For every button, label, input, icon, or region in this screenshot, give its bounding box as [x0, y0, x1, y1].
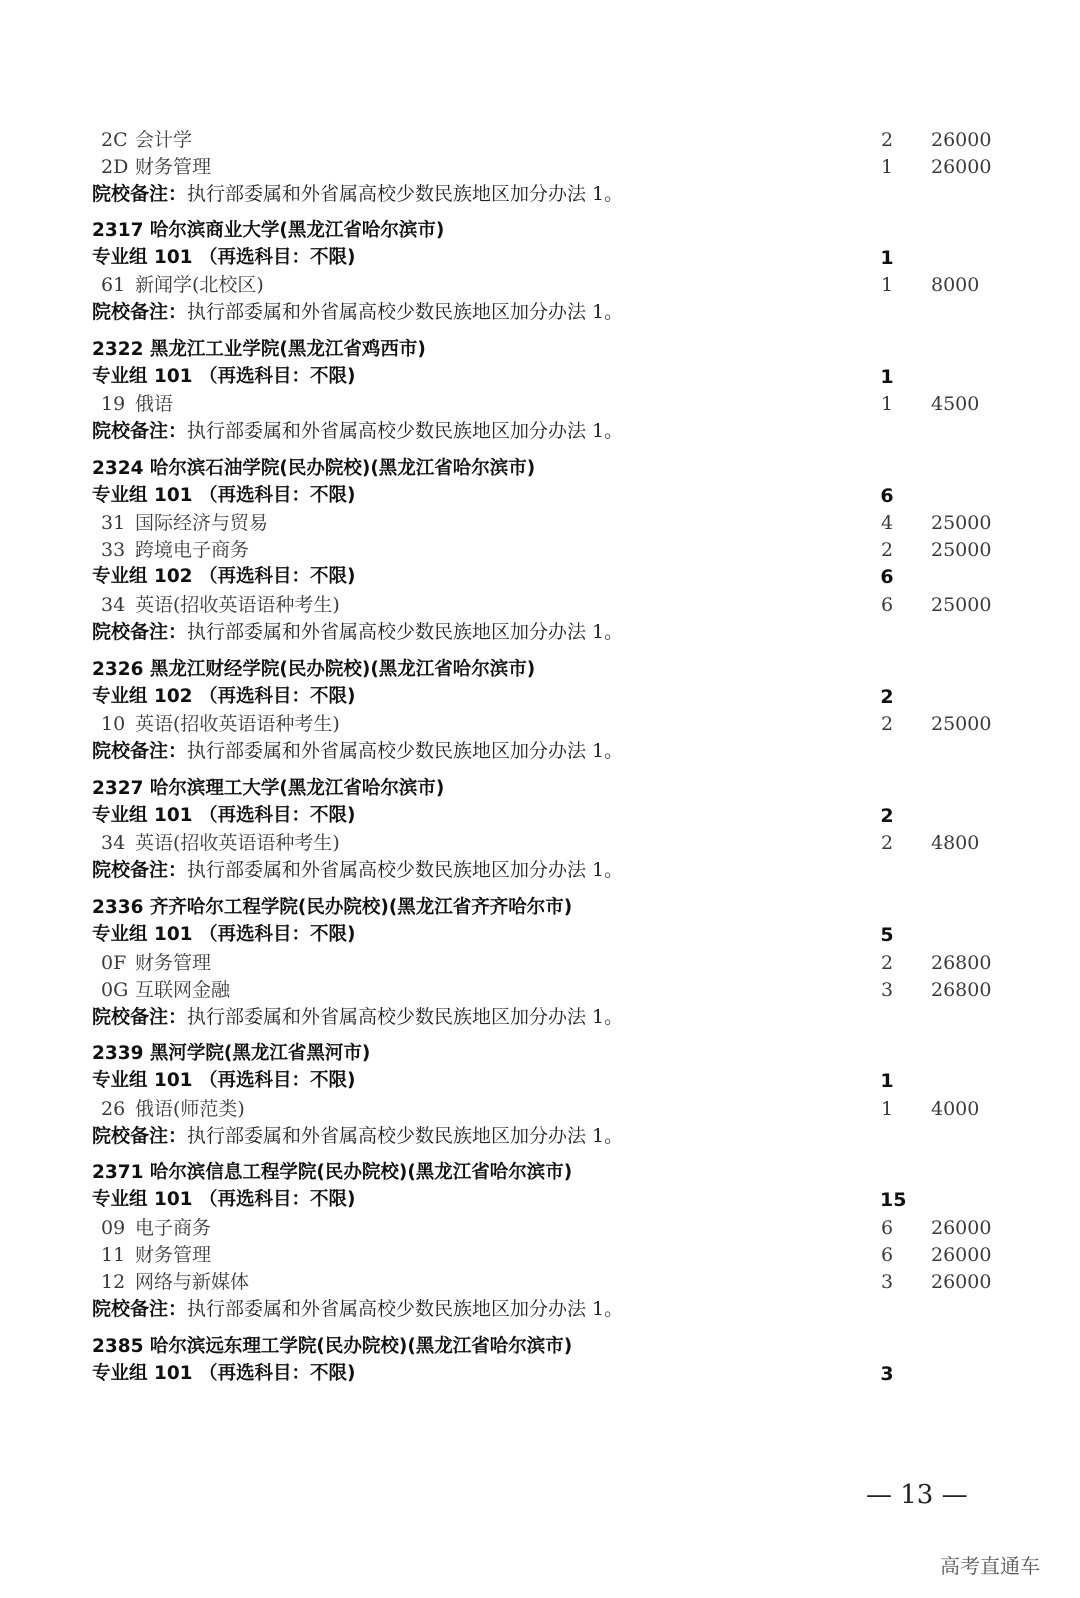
school-title: 2339 黑河学院(黑龙江省黑河市) [92, 1043, 371, 1064]
major-code: 2D [101, 156, 129, 178]
major-name: 会计学 [135, 129, 193, 151]
group-plan-count: 5 [880, 924, 894, 946]
major-name: 电子商务 [135, 1217, 212, 1239]
group-row [0, 921, 1080, 949]
school-title: 2317 哈尔滨商业大学(黑龙江省哈尔滨市) [92, 220, 445, 241]
major-name: 新闻学(北校区) [135, 274, 264, 296]
note-row [0, 298, 1080, 326]
major-name: 财务管理 [135, 1244, 212, 1266]
group-row [0, 244, 1080, 272]
major-code: 12 [101, 1271, 126, 1293]
school-note-text: 执行部委属和外省属高校少数民族地区加分办法 1。 [187, 301, 624, 323]
tuition-fee: 25000 [931, 512, 992, 534]
major-entry [101, 710, 340, 738]
major-entry [101, 1268, 249, 1296]
major-code: 33 [101, 539, 126, 561]
note-row [0, 180, 1080, 208]
major-group-title: 专业组 101 （再选科目：不限) [92, 924, 356, 945]
major-row [0, 1214, 1080, 1242]
plan-count: 1 [880, 274, 894, 296]
school-note [92, 1295, 623, 1323]
group-row [0, 482, 1080, 510]
major-name: 国际经济与贸易 [135, 512, 269, 534]
school-title: 2336 齐齐哈尔工程学院(民办院校)(黑龙江省齐齐哈尔市) [92, 897, 573, 918]
school-note-label: 院校备注： [92, 301, 188, 323]
school-note [92, 737, 623, 765]
major-name: 俄语 [135, 393, 174, 415]
school-note-text: 执行部委属和外省属高校少数民族地区加分办法 1。 [187, 1006, 624, 1028]
school-note-label: 院校备注： [92, 859, 188, 881]
major-code: 19 [101, 393, 126, 415]
school-note [92, 856, 623, 884]
group-plan-count: 3 [880, 1363, 894, 1385]
major-name: 财务管理 [135, 952, 212, 974]
major-group-title: 专业组 101 （再选科目：不限) [92, 485, 356, 506]
major-row [0, 1241, 1080, 1269]
school-title: 2327 哈尔滨理工大学(黑龙江省哈尔滨市) [92, 778, 445, 799]
school-note [92, 180, 623, 208]
major-entry [101, 390, 173, 418]
major-code: 11 [101, 1244, 126, 1266]
tuition-fee: 25000 [931, 713, 992, 735]
major-entry [101, 949, 211, 977]
group-plan-count: 1 [880, 1070, 894, 1092]
group-row [0, 1360, 1080, 1388]
school-row [0, 455, 1080, 483]
note-row [0, 1122, 1080, 1150]
note-row [0, 417, 1080, 445]
major-group-title: 专业组 101 （再选科目：不限) [92, 366, 356, 387]
group-row [0, 683, 1080, 711]
major-group-title: 专业组 102 （再选科目：不限) [92, 686, 356, 707]
tuition-fee: 26800 [931, 952, 992, 974]
school-note-text: 执行部委属和外省属高校少数民族地区加分办法 1。 [187, 621, 624, 643]
note-row [0, 1295, 1080, 1323]
major-group-title: 专业组 101 （再选科目：不限) [92, 805, 356, 826]
group-plan-count: 2 [880, 805, 894, 827]
major-group-title: 专业组 101 （再选科目：不限) [92, 1363, 356, 1384]
major-name: 跨境电子商务 [135, 539, 250, 561]
group-row [0, 802, 1080, 830]
major-row [0, 271, 1080, 299]
school-title: 2385 哈尔滨远东理工学院(民办院校)(黑龙江省哈尔滨市) [92, 1336, 573, 1357]
major-entry [101, 126, 192, 154]
note-row [0, 737, 1080, 765]
plan-count: 2 [880, 952, 894, 974]
note-row [0, 618, 1080, 646]
tuition-fee: 26000 [931, 1244, 992, 1266]
major-code: 0G [101, 979, 129, 1001]
plan-count: 2 [880, 832, 894, 854]
school-title: 2322 黑龙江工业学院(黑龙江省鸡西市) [92, 339, 426, 360]
major-row [0, 536, 1080, 564]
school-row [0, 1040, 1080, 1068]
major-code: 26 [101, 1098, 126, 1120]
group-plan-count: 2 [880, 686, 894, 708]
tuition-fee: 26000 [931, 1271, 992, 1293]
major-name: 俄语(师范类) [135, 1098, 245, 1120]
school-row [0, 894, 1080, 922]
page-number: — 13 — [866, 1480, 968, 1510]
tuition-fee: 4800 [931, 832, 980, 854]
school-note [92, 417, 623, 445]
major-row [0, 126, 1080, 154]
major-entry [101, 536, 249, 564]
plan-count: 6 [880, 1244, 894, 1266]
school-note-label: 院校备注： [92, 420, 188, 442]
school-title: 2324 哈尔滨石油学院(民办院校)(黑龙江省哈尔滨市) [92, 458, 536, 479]
school-note-label: 院校备注： [92, 621, 188, 643]
tuition-fee: 26000 [931, 156, 992, 178]
plan-count: 3 [880, 1271, 894, 1293]
tuition-fee: 25000 [931, 594, 992, 616]
plan-count: 4 [880, 512, 894, 534]
plan-count: 6 [880, 1217, 894, 1239]
major-code: 34 [101, 832, 126, 854]
plan-count: 3 [880, 979, 894, 1001]
tuition-fee: 25000 [931, 539, 992, 561]
major-entry [101, 509, 268, 537]
major-row [0, 591, 1080, 619]
tuition-fee: 4500 [931, 393, 980, 415]
tuition-fee: 8000 [931, 274, 980, 296]
plan-count: 2 [880, 129, 894, 151]
school-note-label: 院校备注： [92, 1006, 188, 1028]
major-group-title: 专业组 101 （再选科目：不限) [92, 247, 356, 268]
school-note-text: 执行部委属和外省属高校少数民族地区加分办法 1。 [187, 859, 624, 881]
school-row [0, 336, 1080, 364]
plan-count: 2 [880, 539, 894, 561]
major-entry [101, 271, 264, 299]
major-row [0, 1095, 1080, 1123]
group-row [0, 1067, 1080, 1095]
major-group-title: 专业组 101 （再选科目：不限) [92, 1189, 356, 1210]
school-row [0, 775, 1080, 803]
school-row [0, 1159, 1080, 1187]
group-row [0, 363, 1080, 391]
school-note-text: 执行部委属和外省属高校少数民族地区加分办法 1。 [187, 1125, 624, 1147]
note-row [0, 856, 1080, 884]
major-name: 财务管理 [135, 156, 212, 178]
school-note-text: 执行部委属和外省属高校少数民族地区加分办法 1。 [187, 420, 624, 442]
plan-count: 6 [880, 594, 894, 616]
school-note [92, 618, 623, 646]
major-code: 09 [101, 1217, 126, 1239]
major-group-title: 专业组 101 （再选科目：不限) [92, 1070, 356, 1091]
school-note [92, 1003, 623, 1031]
school-note-text: 执行部委属和外省属高校少数民族地区加分办法 1。 [187, 1298, 624, 1320]
note-row [0, 1003, 1080, 1031]
major-name: 英语(招收英语语种考生) [135, 832, 340, 854]
school-note-label: 院校备注： [92, 1298, 188, 1320]
group-plan-count: 6 [880, 485, 894, 507]
major-row [0, 710, 1080, 738]
major-row [0, 1268, 1080, 1296]
school-title: 2371 哈尔滨信息工程学院(民办院校)(黑龙江省哈尔滨市) [92, 1162, 573, 1183]
plan-count: 1 [880, 393, 894, 415]
plan-count: 2 [880, 713, 894, 735]
major-row [0, 153, 1080, 181]
plan-count: 1 [880, 1098, 894, 1120]
major-row [0, 976, 1080, 1004]
school-row [0, 1333, 1080, 1361]
major-name: 网络与新媒体 [135, 1271, 250, 1293]
major-row [0, 509, 1080, 537]
tuition-fee: 26800 [931, 979, 992, 1001]
major-entry [101, 976, 230, 1004]
tuition-fee: 4000 [931, 1098, 980, 1120]
school-note-text: 执行部委属和外省属高校少数民族地区加分办法 1。 [187, 740, 624, 762]
group-plan-count: 1 [880, 247, 894, 269]
major-row [0, 829, 1080, 857]
major-entry [101, 153, 211, 181]
school-note-label: 院校备注： [92, 1125, 188, 1147]
major-entry [101, 591, 340, 619]
major-entry [101, 1241, 211, 1269]
major-row [0, 949, 1080, 977]
watermark: 高考直通车 [940, 1554, 1040, 1578]
school-row [0, 656, 1080, 684]
school-note-label: 院校备注： [92, 183, 188, 205]
group-plan-count: 6 [880, 566, 894, 588]
major-name: 英语(招收英语语种考生) [135, 713, 340, 735]
major-entry [101, 829, 340, 857]
major-code: 34 [101, 594, 126, 616]
school-note-text: 执行部委属和外省属高校少数民族地区加分办法 1。 [187, 183, 624, 205]
school-note-label: 院校备注： [92, 740, 188, 762]
major-name: 互联网金融 [135, 979, 231, 1001]
major-row [0, 390, 1080, 418]
major-name: 英语(招收英语语种考生) [135, 594, 340, 616]
major-entry [101, 1214, 211, 1242]
school-note [92, 298, 623, 326]
group-row [0, 1186, 1080, 1214]
school-note [92, 1122, 623, 1150]
group-plan-count: 1 [880, 366, 894, 388]
tuition-fee: 26000 [931, 129, 992, 151]
major-entry [101, 1095, 245, 1123]
plan-count: 1 [880, 156, 894, 178]
school-title: 2326 黑龙江财经学院(民办院校)(黑龙江省哈尔滨市) [92, 659, 536, 680]
major-code: 31 [101, 512, 126, 534]
school-row [0, 217, 1080, 245]
major-code: 2C [101, 129, 128, 151]
group-plan-count: 15 [880, 1189, 907, 1211]
major-code: 10 [101, 713, 126, 735]
major-group-title: 专业组 102 （再选科目：不限) [92, 566, 356, 587]
group-row [0, 563, 1080, 591]
major-code: 0F [101, 952, 127, 974]
major-code: 61 [101, 274, 126, 296]
tuition-fee: 26000 [931, 1217, 992, 1239]
